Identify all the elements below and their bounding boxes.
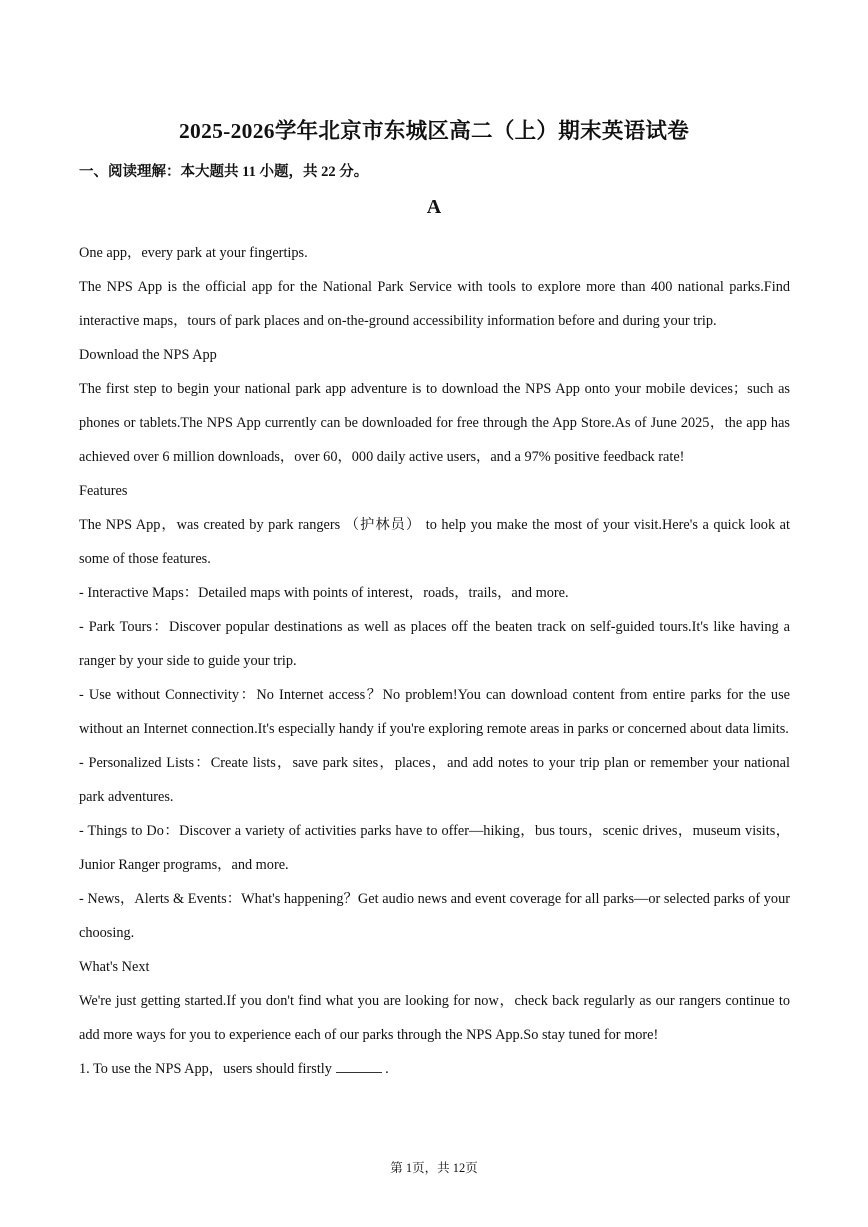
whats-next-heading: What's Next — [79, 959, 150, 975]
intro-paragraph: The NPS App is the official app for the National Park Service with tools to explore more than 400 national parks.Find interactive maps，tours of park places and on-the-ground accessibility information before and during your trip. — [79, 279, 790, 329]
download-paragraph: The first step to begin your national park app adventure is to download the NPS App onto your mobile devices；such as phones or tablets.The NPS App currently can be downloaded for free through the App Store.As of June 2025，the app has achieved over 6 million downloads，over 60，000 daily active users，and a 97% positive feedback rate! — [79, 381, 790, 465]
features-heading: Features — [79, 483, 128, 499]
feature-things-to-do: - Things to Do：Discover a variety of activities parks have to offer—hiking，bus tours，scenic drives，museum visits，Junior Ranger programs，and more. — [79, 823, 790, 873]
feature-news-alerts-events: - News，Alerts & Events：What's happening？Get audio news and event coverage for all parks—or selected parks of your choosing. — [79, 891, 790, 941]
feature-park-tours: - Park Tours：Discover popular destinations as well as places off the beaten track on self-guided tours.It's like having a ranger by your side to guide your trip. — [79, 619, 790, 669]
question-1-end: . — [385, 1061, 389, 1077]
section-heading: 一、阅读理解：本大题共 11 小题，共 22 分。 — [79, 164, 369, 180]
download-heading: Download the NPS App — [79, 347, 217, 363]
passage-label: A — [426, 196, 442, 218]
features-intro: The NPS App，was created by park rangers （护林员） to help you make the most of your visit.Here's a quick look at some of those features. — [79, 517, 790, 567]
passage-body — [79, 236, 790, 1086]
page-footer: 第 1页，共 12页 — [390, 1161, 478, 1175]
feature-interactive-maps: - Interactive Maps：Detailed maps with points of interest，roads，trails，and more. — [79, 585, 569, 601]
question-1-text: 1. To use the NPS App，users should firstly — [79, 1061, 332, 1077]
feature-personalized-lists: - Personalized Lists：Create lists，save park sites，places，and add notes to your trip plan or remember your national park adventures. — [79, 755, 790, 805]
intro-line: One app，every park at your fingertips. — [79, 245, 308, 261]
answer-blank[interactable] — [336, 1060, 382, 1073]
feature-use-without-connectivity: - Use without Connectivity：No Internet access？No problem!You can download content from entire parks for the use without an Internet connection.It's especially handy if you're exploring remote areas in parks or concerned about data limits. — [79, 687, 790, 737]
exam-title: 2025-2026学年北京市东城区高二（上）期末英语试卷 — [178, 119, 690, 143]
question-1 — [79, 1052, 790, 1086]
whats-next-paragraph: We're just getting started.If you don't find what you are looking for now，check back regularly as our rangers continue to add more ways for you to experience each of our parks through the NPS App.So stay tuned for more! — [79, 993, 790, 1043]
